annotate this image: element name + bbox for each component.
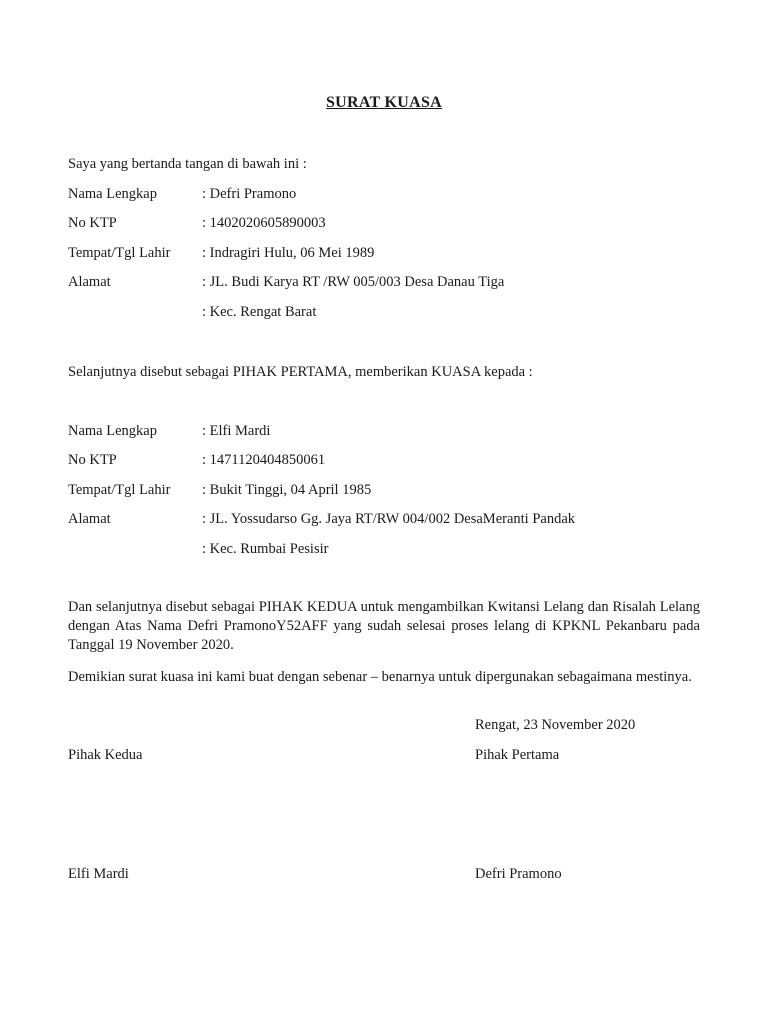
right-signer-role: Pihak Pertama xyxy=(475,747,560,763)
left-signer-name: Elfi Mardi xyxy=(68,866,129,882)
document-title: SURAT KUASA xyxy=(325,94,443,111)
second-party-ktp-label: No KTP xyxy=(68,452,117,468)
second-party-name-label: Nama Lengkap xyxy=(68,423,157,439)
first-party-birth-value: : Indragiri Hulu, 06 Mei 1989 xyxy=(202,245,375,261)
first-party-name-label: Nama Lengkap xyxy=(68,186,157,202)
closing-paragraph: Demikian surat kuasa ini kami buat dengan sebenar – benarnya untuk dipergunakan sebagaimana mestinya. xyxy=(68,669,692,685)
place-date: Rengat, 23 November 2020 xyxy=(475,717,636,733)
body-paragraph: Dan selanjutnya disebut sebagai PIHAK KEDUA untuk mengambilkan Kwitansi Lelang dan Risalah Lelang dengan Atas Nama Defri PramonoY52AFF yang sudah selesai proses lelang di KPKNL Pekanbaru pada Tanggal 19 November 2020. xyxy=(68,599,700,653)
second-party-birth-value: : Bukit Tinggi, 04 April 1985 xyxy=(202,482,372,498)
first-party-address-label: Alamat xyxy=(68,274,111,290)
second-party-name-value: : Elfi Mardi xyxy=(202,423,271,439)
left-signer-role: Pihak Kedua xyxy=(68,747,143,763)
first-party-address-line-1: : JL. Budi Karya RT /RW 005/003 Desa Danau Tiga xyxy=(202,274,505,290)
first-party-ktp-label: No KTP xyxy=(68,215,117,231)
second-party-address-line-2: : Kec. Rumbai Pesisir xyxy=(202,541,329,557)
transition-text: Selanjutnya disebut sebagai PIHAK PERTAMA, memberikan KUASA kepada : xyxy=(68,364,533,380)
second-party-ktp-value: : 1471120404850061 xyxy=(202,452,326,468)
second-party-address-line-1: : JL. Yossudarso Gg. Jaya RT/RW 004/002 DesaMeranti Pandak xyxy=(202,511,576,527)
first-party-birth-label: Tempat/Tgl Lahir xyxy=(68,245,171,261)
second-party-address-label: Alamat xyxy=(68,511,111,527)
first-party-address-line-2: : Kec. Rengat Barat xyxy=(202,304,317,320)
right-signer-name: Defri Pramono xyxy=(475,866,562,882)
second-party-birth-label: Tempat/Tgl Lahir xyxy=(68,482,171,498)
intro-text: Saya yang bertanda tangan di bawah ini : xyxy=(68,156,307,172)
first-party-ktp-value: : 1402020605890003 xyxy=(202,215,326,231)
first-party-name-value: : Defri Pramono xyxy=(202,186,297,202)
